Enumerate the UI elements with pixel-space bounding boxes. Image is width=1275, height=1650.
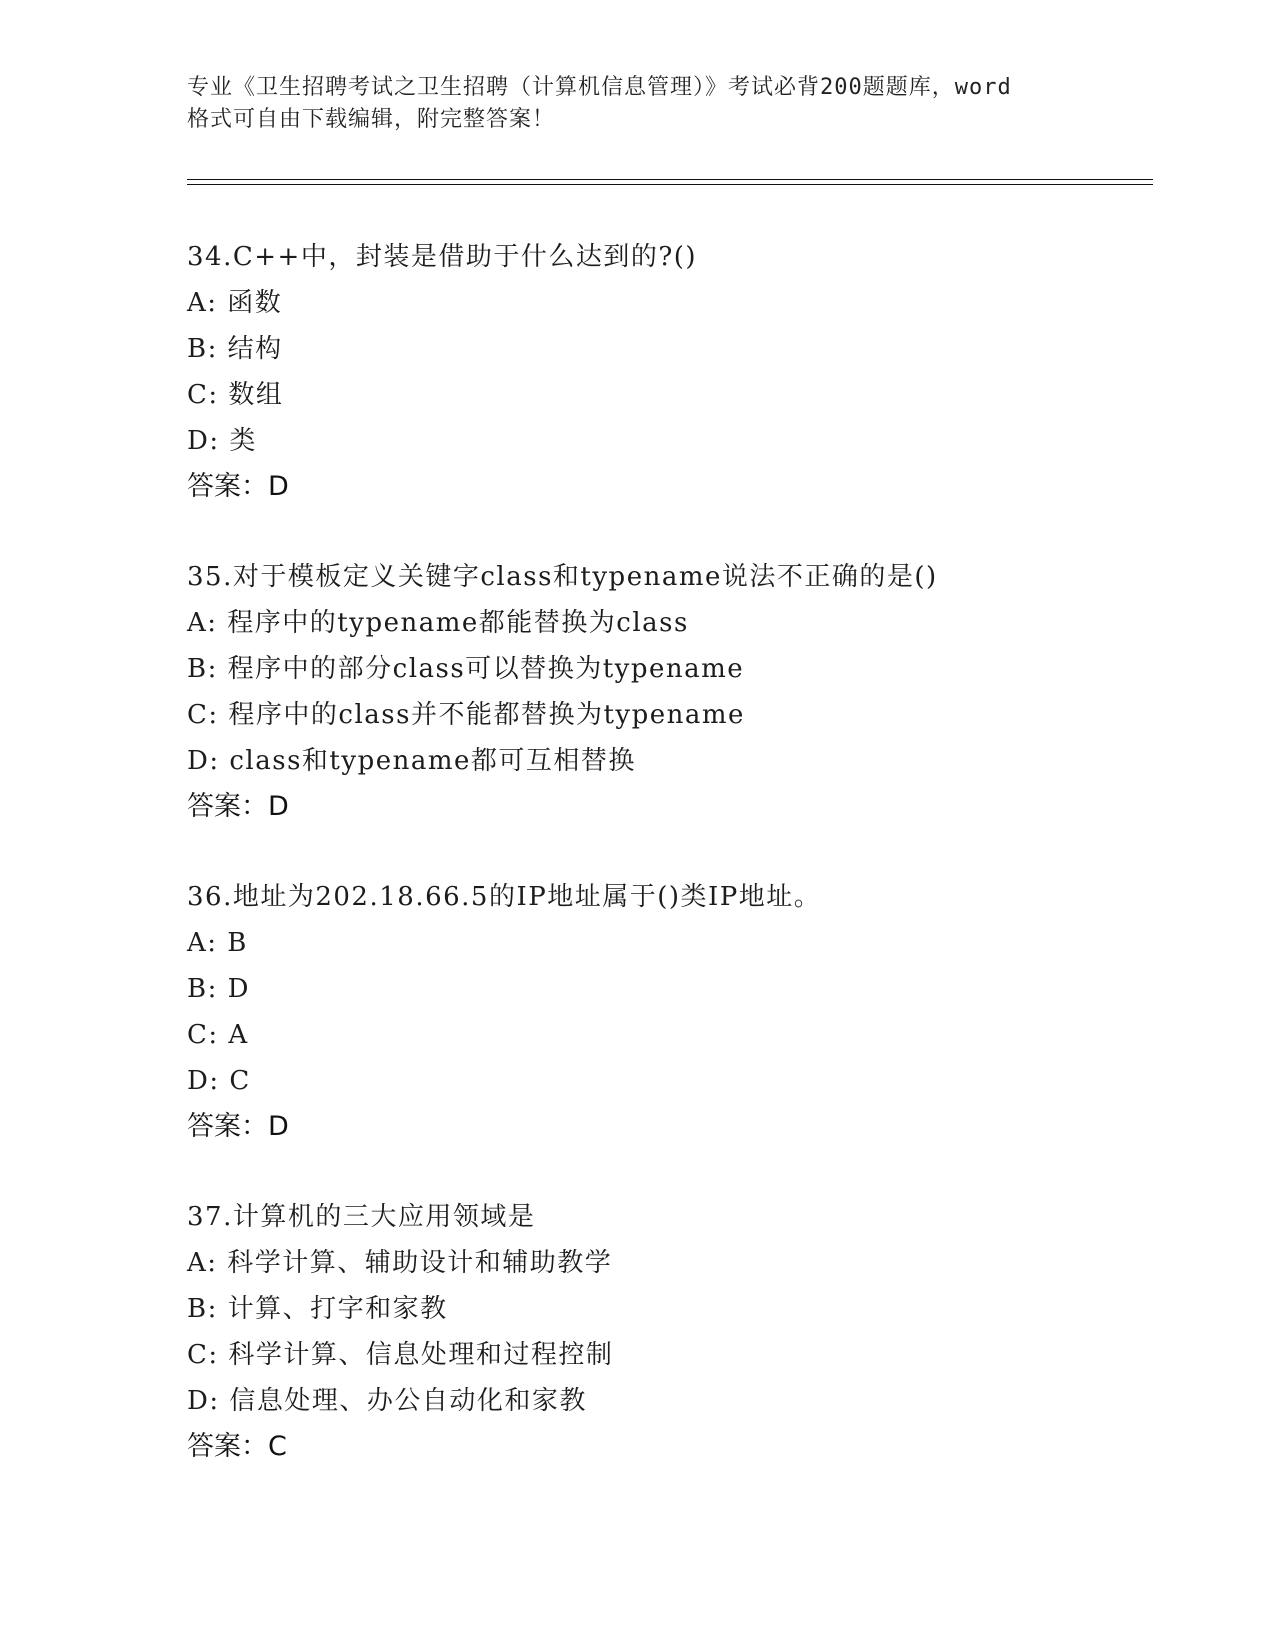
header-line-2: 格式可自由下载编辑，附完整答案！ bbox=[187, 107, 556, 132]
question-34 bbox=[187, 234, 1147, 510]
question-stem: 36.地址为202.18.66.5的IP地址属于()类IP地址。 bbox=[187, 882, 822, 912]
option-d: D: 信息处理、办公自动化和家教 bbox=[187, 1386, 587, 1416]
option-c: C: 科学计算、信息处理和过程控制 bbox=[187, 1340, 614, 1370]
document-header bbox=[187, 72, 1087, 136]
question-37 bbox=[187, 1194, 1147, 1470]
option-d: D: class和typename都可互相替换 bbox=[187, 746, 636, 776]
option-b: B: 程序中的部分class可以替换为typename bbox=[187, 654, 745, 684]
question-stem: 37.计算机的三大应用领域是 bbox=[187, 1202, 536, 1232]
option-d: D: 类 bbox=[187, 426, 257, 456]
question-35 bbox=[187, 554, 1147, 830]
header-divider-bottom bbox=[187, 184, 1153, 185]
option-a: A: 函数 bbox=[187, 288, 283, 318]
question-stem: 35.对于模板定义关键字class和typename说法不正确的是() bbox=[187, 562, 938, 592]
question-stem: 34.C++中，封装是借助于什么达到的?() bbox=[187, 242, 698, 272]
answer: 答案：D bbox=[187, 1111, 289, 1142]
option-c: C: 程序中的class并不能都替换为typename bbox=[187, 700, 745, 730]
answer: 答案：D bbox=[187, 471, 289, 502]
option-a: A: B bbox=[187, 928, 248, 958]
option-c: C: 数组 bbox=[187, 380, 284, 410]
answer: 答案：D bbox=[187, 791, 289, 822]
option-c: C: A bbox=[187, 1020, 249, 1050]
option-a: A: 程序中的typename都能替换为class bbox=[187, 608, 689, 638]
header-divider-top bbox=[187, 179, 1153, 180]
answer: 答案：C bbox=[187, 1431, 287, 1462]
option-b: B: 结构 bbox=[187, 334, 283, 364]
option-b: B: 计算、打字和家教 bbox=[187, 1294, 448, 1324]
option-b: B: D bbox=[187, 974, 250, 1004]
option-d: D: C bbox=[187, 1066, 251, 1096]
question-36 bbox=[187, 874, 1147, 1150]
option-a: A: 科学计算、辅助设计和辅助教学 bbox=[187, 1248, 613, 1278]
header-line-1: 专业《卫生招聘考试之卫生招聘（计算机信息管理）》考试必背200题题库，word bbox=[187, 75, 1012, 100]
